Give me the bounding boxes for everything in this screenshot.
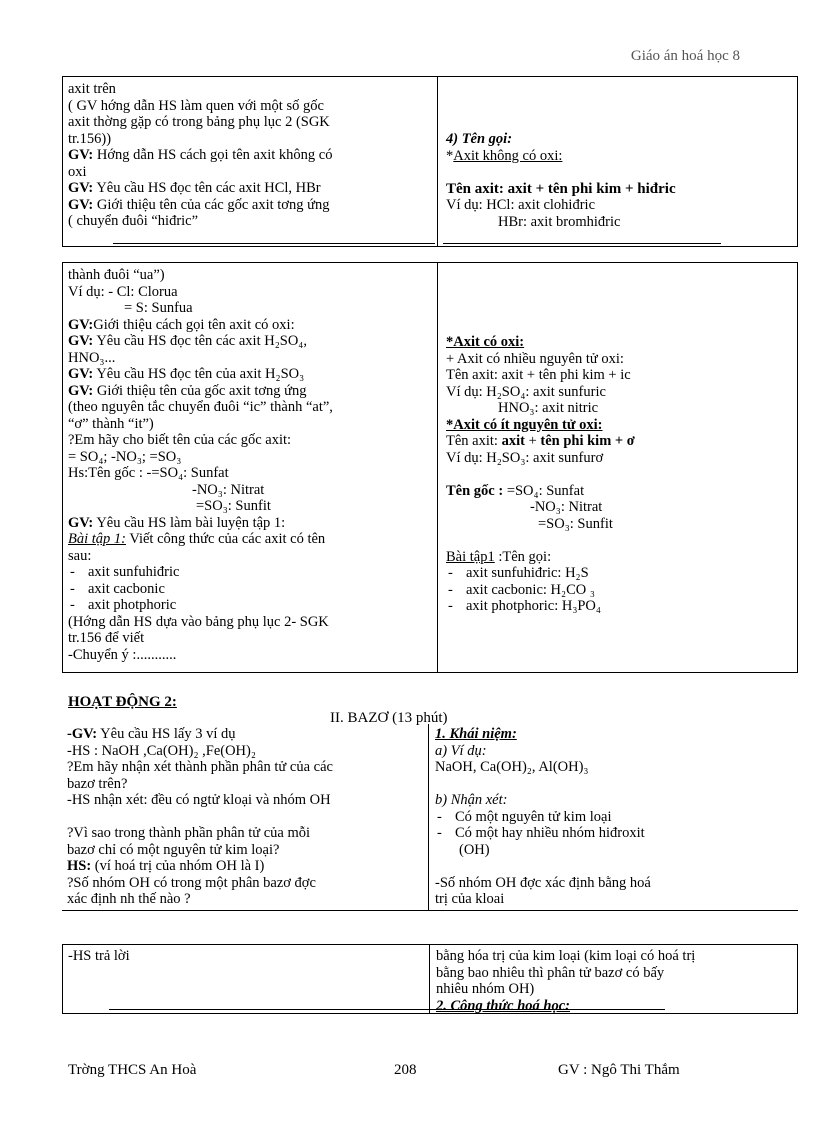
- t1-left-line: GV: Hớng dẫn HS cách gọi tên axit không có: [68, 147, 333, 163]
- text-line: bazơ trên?: [67, 775, 128, 792]
- column-divider: [437, 77, 438, 246]
- text-line: sau:: [68, 547, 92, 564]
- text-line: Tên axit: axit + tên phi kim + ic: [446, 367, 631, 383]
- text-line: tr.156 để viết: [68, 630, 145, 646]
- text-line: NaOH, Ca(OH)₂, Al(OH)₃: [435, 759, 589, 775]
- text-line: ?Vì sao trong thành phần phân tử của mỗi: [67, 825, 311, 841]
- subheading: *Axit có ít nguyên tử oxi:: [446, 416, 603, 433]
- list-item: - Có một hay nhiều nhóm hiđroxit: [435, 825, 651, 842]
- rule-line: [113, 243, 435, 244]
- text-line: GV: Yêu cầu HS làm bài luyện tập 1:: [68, 514, 286, 531]
- text-line: GV: Yêu cầu HS đọc tên của axit H₂SO₃: [68, 366, 305, 382]
- text-line: (Hớng dẫn HS dựa vào bảng phụ lục 2- SGK: [68, 613, 329, 630]
- table2-left-cell: [68, 267, 333, 663]
- t1-left-line: tr.156)): [68, 130, 112, 147]
- text-line: a) Ví dụ:: [435, 742, 487, 759]
- text-line: ?Số nhóm OH có trong một phân bazơ đợc: [67, 874, 316, 891]
- text-line: =SO₃: Sunfit: [538, 515, 613, 532]
- page-number: 208: [394, 1062, 417, 1078]
- example-line: HBr: axit bromhiđric: [498, 213, 621, 230]
- text-line: (theo nguyên tắc chuyển đuôi “ic” thành “at”,: [68, 399, 333, 415]
- text-line: GV:Giới thiệu cách gọi tên axit có oxi:: [68, 316, 295, 333]
- text-line: Tên gốc : =SO₄: Sunfat: [446, 482, 585, 499]
- table1-right-cell: [446, 131, 676, 230]
- t1-left-line: ( chuyển đuôi “hiđric”: [68, 213, 199, 229]
- text-line: Ví dụ: - Cl: Clorua: [68, 283, 178, 300]
- text-line: Bài tập1 :Tên gọi:: [446, 548, 552, 565]
- rule-line: [109, 1009, 665, 1010]
- list-item: - axit cacbonic: H₂CO ₃: [446, 582, 635, 599]
- list-item: - axit photphoric: [68, 597, 333, 614]
- text-line: Hs:Tên gốc : -=SO₄: Sunfat: [68, 465, 229, 481]
- example-line: Ví dụ: HCl: axit clohiđric: [446, 197, 596, 213]
- rule-line: [62, 910, 798, 911]
- text-line: bằng hóa trị của kim loại (kim loại có hoá trị: [436, 948, 696, 964]
- text-line: =SO₃: Sunfit: [196, 498, 271, 514]
- list-item: - axit photphoric: H₃PO₄: [446, 598, 635, 615]
- text-line: “ơ” thành “it”): [68, 415, 154, 432]
- text-line: HNO₃...: [68, 349, 116, 366]
- footer-school: Trờng THCS An Hoà: [68, 1062, 197, 1078]
- text-line: -GV: Yêu cầu HS lấy 3 ví dụ: [67, 726, 236, 742]
- text-line: Ví dụ: H₂SO₃: axit sunfurơ: [446, 449, 604, 466]
- t1-left-line: GV: Giới thiệu tên của các gốc axit tơng ứng: [68, 196, 330, 213]
- subheading: 1. Khái niệm:: [435, 726, 517, 742]
- text-line: + Axit có nhiều nguyên tử oxi:: [446, 350, 624, 367]
- subheading: *Axit có oxi:: [446, 334, 525, 350]
- text-line: trị của kloai: [435, 891, 505, 907]
- text-line: (OH): [459, 841, 490, 858]
- activity2-left-cell: [67, 726, 333, 908]
- activity-heading: HOẠT ĐỘNG 2:: [68, 694, 177, 710]
- page-header: Giáo án hoá học 8: [630, 48, 740, 64]
- text-line: GV: Yêu cầu HS đọc tên các axit H₂SO₄,: [68, 333, 307, 349]
- text-line: -NO₃: Nitrat: [530, 499, 603, 515]
- table-2: [62, 262, 798, 673]
- text-line: bazơ chỉ có một nguyên tử kim loại?: [67, 841, 280, 858]
- list-item: - Có một nguyên tử kim loại: [435, 809, 651, 826]
- table1-left-cell: [68, 81, 332, 230]
- list-item: - axit sunfuhiđric: [68, 564, 333, 581]
- naming-rule: Tên axit: axit + tên phi kim + ơ: [446, 433, 635, 449]
- column-divider: [428, 724, 429, 910]
- table-1: [62, 76, 798, 247]
- activity2-right-cell: [435, 726, 651, 908]
- t1-left-line: axit trên: [68, 81, 116, 97]
- list-item: - axit cacbonic: [68, 581, 333, 598]
- text-line: b) Nhận xét:: [435, 792, 508, 808]
- table4-left-cell: -HS trả lời: [68, 948, 130, 964]
- text-line: HS: (ví hoá trị của nhóm OH là I): [67, 858, 265, 874]
- table2-right-cell: [446, 334, 635, 615]
- t1-left-line: GV: Yêu cầu HS đọc tên các axit HCl, HBr: [68, 180, 321, 196]
- text-line: thành đuôi “ua”): [68, 267, 165, 283]
- text-line: Bài tập 1: Viết công thức của các axit có tên: [68, 531, 326, 547]
- t1-left-line: axit thờng gặp có trong bảng phụ lục 2 (SGK: [68, 114, 330, 130]
- activity2-block: [62, 724, 798, 914]
- text-line: = S: Sunfua: [124, 300, 193, 316]
- list-item: - axit sunfuhiđric: H₂S: [446, 565, 635, 582]
- text-line: HNO₃: axit nitric: [498, 400, 599, 416]
- text-line: -Chuyển ý :...........: [68, 646, 177, 663]
- text-line: bằng bao nhiêu thì phân tử bazơ có bấy: [436, 964, 665, 981]
- text-line: ?Em hãy cho biết tên của các gốc axit:: [68, 432, 292, 448]
- text-line: xác định nh thế nào ?: [67, 891, 191, 907]
- table4-right-cell: [436, 948, 695, 1014]
- text-line: Ví dụ: H₂SO₄: axit sunfuric: [446, 383, 606, 400]
- rule-line: [443, 243, 721, 244]
- text-line: -HS nhận xét: đều có ngtử kloại và nhóm OH: [67, 792, 331, 808]
- text-line: nhiêu nhóm OH): [436, 981, 535, 997]
- section-title: II. BAZƠ (13 phút): [330, 710, 448, 726]
- subheading: *Axit không có oxi:: [446, 147, 563, 164]
- text-line: GV: Giới thiệu tên của gốc axit tơng ứng: [68, 382, 307, 399]
- text-line: -Số nhóm OH đợc xác định bằng hoá: [435, 874, 651, 891]
- footer-teacher: GV : Ngô Thi Thắm: [558, 1062, 680, 1078]
- t1-left-line: oxi: [68, 163, 87, 180]
- text-line: -NO₃: Nitrat: [192, 481, 265, 498]
- subheading: 2. Công thức hoá học:: [436, 997, 570, 1014]
- naming-rule: Tên axit: axit + tên phi kim + hiđric: [446, 180, 676, 197]
- section-heading: 4) Tên gọi:: [446, 131, 513, 147]
- t1-left-line: ( GV hớng dẫn HS làm quen với một số gốc: [68, 97, 324, 114]
- text-line: ?Em hãy nhận xét thành phần phân tử của các: [67, 759, 333, 775]
- column-divider: [429, 945, 430, 1013]
- text-line: = SO₄; -NO₃; =SO₃: [68, 448, 182, 465]
- text-line: -HS : NaOH ,Ca(OH)₂ ,Fe(OH)₂: [67, 742, 256, 759]
- column-divider: [437, 263, 438, 672]
- table-4: [62, 944, 798, 1014]
